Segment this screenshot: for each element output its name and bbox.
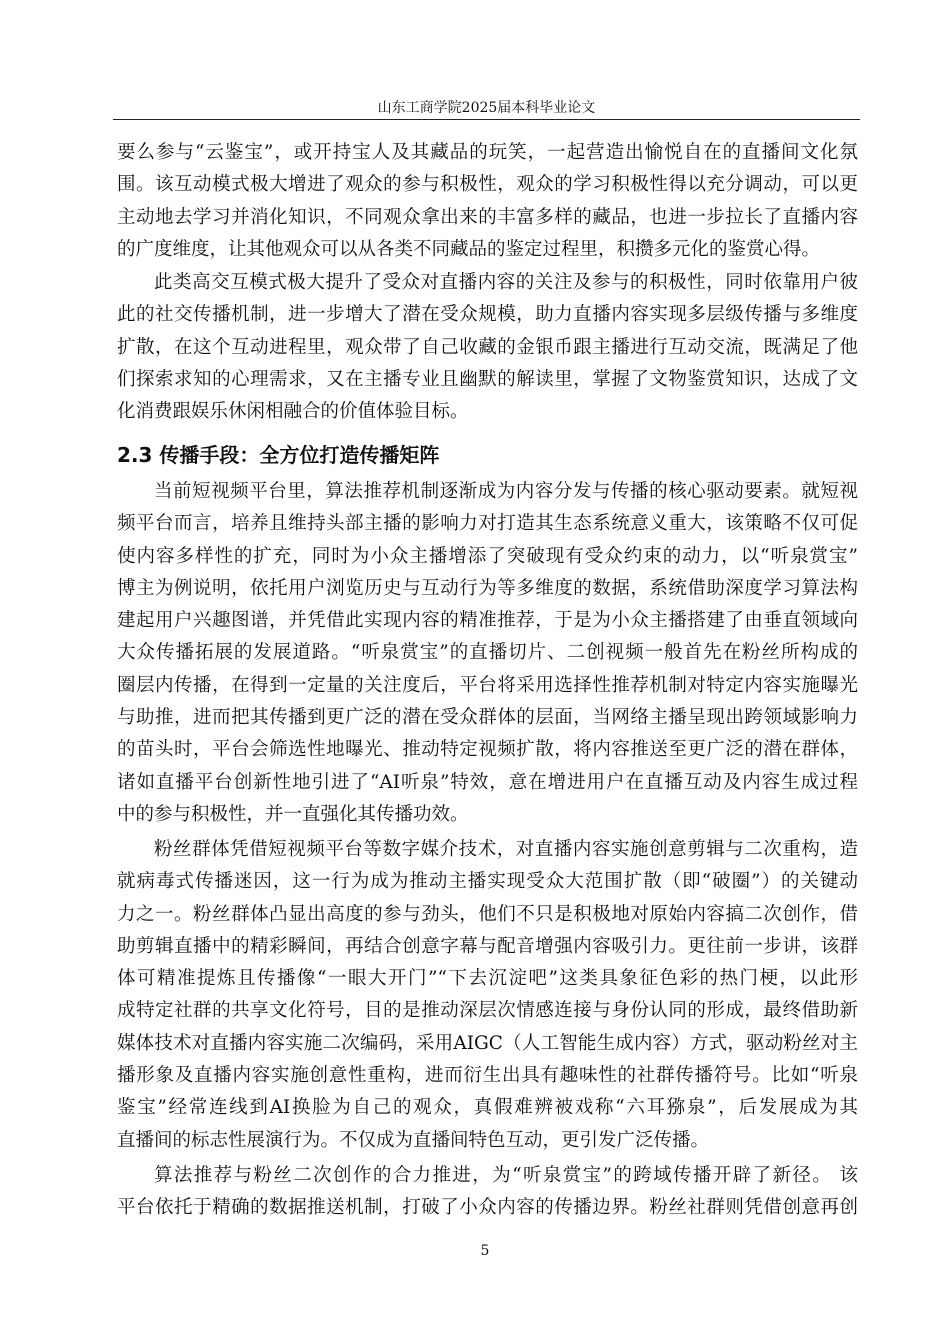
text-line: 与助推，进而把其传播到更广泛的潜在受众群体的层面，当网络主播呈现出跨领域影响力 — [117, 707, 858, 729]
text-line: 要么参与“云鉴宝”，或开持宝人及其藏品的玩笑，一起营造出愉悦自在的直播间文化氛 — [117, 142, 858, 163]
page-header: 山东工商学院2025届本科毕业论文 — [377, 100, 596, 116]
text-line: 大众传播拓展的发展道路。“听泉赏宝”的直播切片、二创视频一般首先在粉丝所构成的 — [117, 642, 858, 664]
text-line: 媒体技术对直播内容实施二次编码，采用AIGC（人工智能生成内容）方式，驱动粉丝对主 — [117, 1032, 858, 1054]
text-line: 成特定社群的共享文化符号，目的是推动深层次情感连接与身份认同的形成，最终借助新 — [117, 1000, 858, 1022]
text-line: 中的参与积极性，并一直强化其传播功效。 — [117, 803, 469, 825]
paragraph — [117, 476, 858, 831]
paragraph — [117, 267, 858, 428]
text-line: 使内容多样性的扩充，同时为小众主播增添了突破现有受众约束的动力，以“听泉赏宝” — [117, 545, 858, 567]
section-heading: 2.3 传播手段：全方位打造传播矩阵 — [117, 443, 440, 467]
paragraph — [117, 834, 858, 1157]
text-line: 围。该互动模式极大增进了观众的参与积极性，观众的学习积极性得以充分调动，可以更 — [117, 174, 858, 196]
text-line: 鉴宝”经常连线到AI换脸为自己的观众，真假难辨被戏称“六耳猕泉”，后发展成为其 — [117, 1097, 858, 1119]
text-line: 粉丝群体凭借短视频平台等数字媒介技术，对直播内容实施创意剪辑与二次重构，造 — [154, 839, 858, 860]
text-line: 当前短视频平台里，算法推荐机制逐渐成为内容分发与传播的核心驱动要素。就短视 — [154, 481, 858, 502]
text-line: 播形象及直播内容实施创意性重构，进而衍生出具有趣味性的社群传播符号。比如“听泉 — [117, 1065, 858, 1087]
text-line: 此类高交互模式极大提升了受众对直播内容的关注及参与的积极性，同时依靠用户彼 — [154, 272, 858, 293]
text-line: 助剪辑直播中的精彩瞬间，再结合创意字幕与配音增强内容吸引力。更往前一步讲，该群 — [117, 935, 858, 957]
paragraph — [117, 1160, 858, 1225]
text-line: 诸如直播平台创新性地引进了“AI听泉”特效，意在增进用户在直播互动及内容生成过程 — [117, 771, 858, 793]
text-line: 就病毒式传播迷因，这一行为成为推动主播实现受众大范围扩散（即“破圈”）的关键动 — [117, 871, 858, 893]
text-line: 博主为例说明，依托用户浏览历史与互动行为等多维度的数据，系统借助深度学习算法构 — [117, 577, 858, 599]
text-line: 们探索求知的心理需求，又在主播专业且幽默的解读里，掌握了文物鉴赏知识，达成了文 — [117, 368, 858, 390]
text-line: 力之一。粉丝群体凸显出高度的参与劲头，他们不只是积极地对原始内容搞二次创作，借 — [117, 903, 858, 925]
text-line: 主动地去学习并消化知识，不同观众拿出来的丰富多样的藏品，也进一步拉长了直播内容 — [117, 206, 858, 228]
text-line: 算法推荐与粉丝二次创作的合力推进，为“听泉赏宝”的跨域传播开辟了新径。 该 — [154, 1165, 858, 1186]
text-line: 平台依托于精确的数据推送机制，打破了小众内容的传播边界。粉丝社群则凭借创意再创 — [117, 1197, 858, 1219]
paragraph — [117, 137, 858, 266]
page-number: 5 — [480, 1243, 490, 1259]
text-line: 直播间的标志性展演行为。不仅成为直播间特色互动，更引发广泛传播。 — [117, 1129, 710, 1151]
text-line: 的广度维度，让其他观众可以从各类不同藏品的鉴定过程里，积攒多元化的鉴赏心得。 — [117, 238, 821, 260]
text-line: 化消费跟娱乐休闲相融合的价值体验目标。 — [117, 401, 469, 423]
text-line: 体可精准提炼且传播像“一眼大开门”“下去沉淀吧”这类具象征色彩的热门梗，以此形 — [117, 968, 858, 990]
header-rule — [113, 119, 860, 120]
text-line: 圈层内传播，在得到一定量的关注度后，平台将采用选择性推荐机制对特定内容实施曝光 — [117, 674, 858, 696]
text-line: 频平台而言，培养且维持头部主播的影响力对打造其生态系统意义重大，该策略不仅可促 — [117, 513, 858, 535]
text-line: 的苗头时，平台会筛选性地曝光、推动特定视频扩散，将内容推送至更广泛的潜在群体， — [117, 739, 858, 761]
text-line: 此的社交传播机制，进一步增大了潜在受众规模，助力直播内容实现多层级传播与多维度 — [117, 304, 858, 326]
text-line: 扩散，在这个互动进程里，观众带了自己收藏的金银币跟主播进行互动交流，既满足了他 — [117, 336, 858, 358]
text-line: 建起用户兴趣图谱，并凭借此实现内容的精准推荐，于是为小众主播搭建了由垂直领域向 — [117, 610, 858, 632]
